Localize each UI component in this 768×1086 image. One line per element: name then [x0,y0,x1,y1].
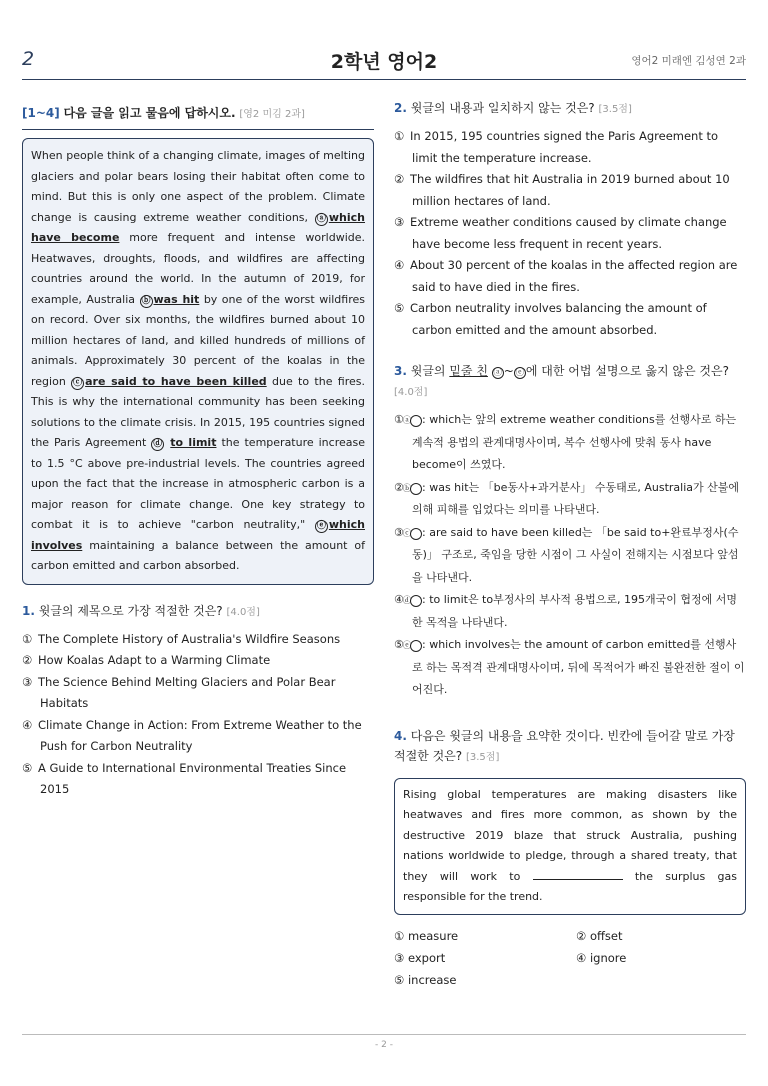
underline-b: was hit [153,292,200,306]
page-subtitle: 영어2 미래엔 김성연 2과 [631,55,746,67]
answer-option-2[interactable] [394,169,746,212]
marker-a: ⓐ [316,213,326,224]
question-points: [3.5점] [465,751,500,763]
summary-text: the surplus gas responsible for the trend. [403,869,737,903]
question-number: 1. [22,603,35,618]
option-text: : to limit은 to부정사의 부사적 용법으로, 195개국이 협정에 서명한 목적을 나타낸다. [412,593,737,629]
option-mark: ③ [394,525,404,539]
marker-b: ⓑ [410,483,422,495]
question-2 [394,98,746,341]
marker-d: ⓓ [410,595,422,607]
option-text: export [407,950,446,965]
answer-option-4[interactable] [394,255,746,298]
marker-c: ⓒ [410,528,422,540]
question-text: 윗글의 [410,364,450,378]
marker-e: ⓔ [410,640,422,652]
tilde: ~ [503,364,514,378]
question-1-stem [22,601,374,623]
option-mark: ① [394,928,405,943]
option-mark: ③ [394,215,405,229]
question-number: 4. [394,728,407,743]
marker-e: ⓔ [316,521,326,531]
option-mark: ④ [394,258,405,272]
page-header [22,44,746,80]
option-text: The wildfires that hit Australia in 2019 burned about 10 million hectares of land. [410,172,730,208]
underline-c: are said to have been killed [85,374,267,388]
marker-d: ⓓ [153,439,163,449]
option-text: Carbon neutrality involves balancing the amount of carbon emitted and the amount absorbed. [410,301,707,337]
option-text: increase [407,972,457,987]
option-mark: ⑤ [22,760,33,775]
option-mark: ② [394,172,405,186]
answer-option-4[interactable] [576,947,746,969]
option-mark: ④ [576,950,587,965]
option-mark: ① [22,631,33,646]
question-number: 3. [394,364,407,378]
marker-a: ⓐ [410,415,422,427]
summary-text: Rising global temperatures are making disasters like heatwaves and fires more common, as shown by the destructive 2019 blaze that struck Australia, pushing nations worldwide to pledge, through a shared treaty, that they will work to [403,787,737,883]
question-2-stem [394,98,746,120]
page-number: 2 [22,48,35,70]
option-mark: ① [394,129,405,143]
option-text: In 2015, 195 countries signed the Paris Agreement to limit the temperature increase. [410,129,719,165]
option-text: ignore [589,950,627,965]
question-4-stem [394,726,746,768]
option-mark: ② [576,928,587,943]
option-text: The Complete History of Australia's Wildfire Seasons [38,631,341,646]
option-text: measure [407,928,459,943]
page-title: 2학년 영어2 [330,51,438,73]
question-text: 윗글의 내용과 일치하지 않는 것은? [410,101,595,115]
option-text: : which involves는 the amount of carbon emitted를 선행사로 하는 목적격 관계대명사이며, 뒤에 목적어가 빠진 불완전한 절이 이어진다. [412,638,745,696]
passage-text: When people think of a changing climate, images of melting glaciers and polar bears losing their habitat often come to mind. But this is only one aspect of the problem. Climate change is causing extreme weather conditions, [31,149,365,224]
option-mark: ④ [394,593,404,606]
answer-option-5[interactable] [394,634,746,702]
option-mark: ⑤ [394,638,404,651]
option-text: Climate Change in Action: From Extreme Weather to the Push for Carbon Neutrality [38,717,362,753]
section-instruction: 다음 글을 읽고 물음에 답하시오. [63,106,236,120]
option-text: : are said to have been killed는 「be said to+완료부정사(수동)」 구조로, 죽임을 당한 시점이 그 사실이 전해지는 시점보다 앞섬을 나타낸다. [412,525,739,584]
answer-option-3[interactable] [22,672,374,715]
question-4-options [394,925,746,991]
option-text: About 30 percent of the koalas in the affected region are said to have died in the fires. [410,258,738,294]
question-1-options [22,629,374,801]
option-text: : was hit는 「be동사+과거분사」 수동태로, Australia가 산불에 의해 피해를 입었다는 의미를 나타낸다. [412,480,740,516]
answer-option-5[interactable] [22,758,374,801]
answer-option-1[interactable] [394,126,746,169]
answer-option-2[interactable] [394,477,746,522]
question-text: 윗글의 제목으로 가장 적절한 것은? [38,603,223,618]
left-column [22,104,374,801]
question-range: [1~4] [22,106,60,120]
option-mark: ④ [22,717,33,732]
option-text: A Guide to International Environmental Treaties Since 2015 [38,760,347,796]
question-number: 2. [394,101,407,115]
question-3-options [394,409,746,702]
answer-option-4[interactable] [22,715,374,758]
marker-b: ⓑ [141,295,151,306]
footer-page-number: - 2 - [375,1040,393,1050]
option-mark: ⑤ [394,972,405,987]
option-mark: ② [22,653,33,667]
answer-option-3[interactable] [394,212,746,255]
underline-a: which have become [31,210,365,244]
footer-divider [22,1034,746,1035]
answer-option-3[interactable] [394,947,576,969]
summary-box [394,778,746,915]
option-text: The Science Behind Melting Glaciers and Polar Bear Habitats [38,674,336,710]
passage-text: due to the fires. This is why the international community has been seeking solutions to the climate crisis. In 2015, 195 countries signed the Paris Agreement [31,374,365,449]
question-4 [394,726,746,991]
passage-text: the temperature increase to 1.5 °C above pre-industrial levels. The countries agreed upon the fact that the increase in atmospheric carbon is a major reason for climate change. One key strategy to combat it is to achieve "carbon neutrality," [31,436,365,531]
question-text: 다음은 윗글의 내용을 요약한 것이다. 빈칸에 들어갈 말로 가장 적절한 것은? [394,728,735,763]
question-text-underlined: 밑줄 친 [449,364,488,378]
passage-text: more frequent and intense worldwide. Heatwaves, droughts, floods, and wildfires are affecting countries around the world. In the autumn of 2019, for example, Australia [31,231,365,306]
fill-in-blank[interactable] [533,870,623,880]
marker-c: ⓒ [73,377,83,388]
answer-option-5[interactable] [394,298,746,341]
answer-option-5[interactable] [394,969,576,991]
question-3 [394,361,746,702]
question-1 [22,601,374,801]
section-source: [영2 미김 2과] [239,109,305,120]
answer-option-2[interactable] [576,925,746,947]
option-mark: ③ [394,950,405,965]
passage-text: maintaining a balance between the amount of carbon emitted and carbon absorbed. [31,538,365,572]
option-mark: ② [394,480,404,494]
answer-option-1[interactable] [394,409,746,477]
section-heading [22,104,374,130]
question-text: 에 대한 어법 설명으로 옳지 않은 것은? [525,364,729,378]
marker-a: ⓐ [493,368,503,378]
question-points: [4.0점] [394,387,428,398]
question-points: [3.5점] [598,104,632,115]
option-text: offset [589,928,623,943]
option-text: Extreme weather conditions caused by climate change have become less frequent in recent years. [410,215,727,251]
question-2-options [394,126,746,341]
answer-option-3[interactable] [394,522,746,590]
answer-option-1[interactable] [394,925,576,947]
option-mark: ⑤ [394,301,405,315]
option-mark: ③ [22,674,33,689]
underline-d: to limit [170,436,217,449]
question-3-stem [394,361,746,403]
answer-option-1[interactable] [22,629,374,651]
passage-text: by one of the worst wildfires on record. Over six months, the wildfires burned about 10 million hectares of land, and killed hundreds of millions of animals. Approximately 30 percent of the koalas in the region [31,292,365,388]
option-mark: ① [394,413,404,426]
reading-passage [22,138,374,585]
question-points: [4.0점] [226,606,260,618]
marker-e: ⓔ [515,368,525,378]
option-text: How Koalas Adapt to a Warming Climate [38,653,271,667]
right-column [394,98,746,991]
answer-option-4[interactable] [394,589,746,634]
answer-option-2[interactable] [22,650,374,672]
underline-e: which involves [31,518,365,552]
option-text: : which는 앞의 extreme weather conditions를 선행사로 하는 계속적 용법의 관계대명사이며, 복수 선행사에 맞춰 동사 have become이 쓰였다. [412,413,737,471]
